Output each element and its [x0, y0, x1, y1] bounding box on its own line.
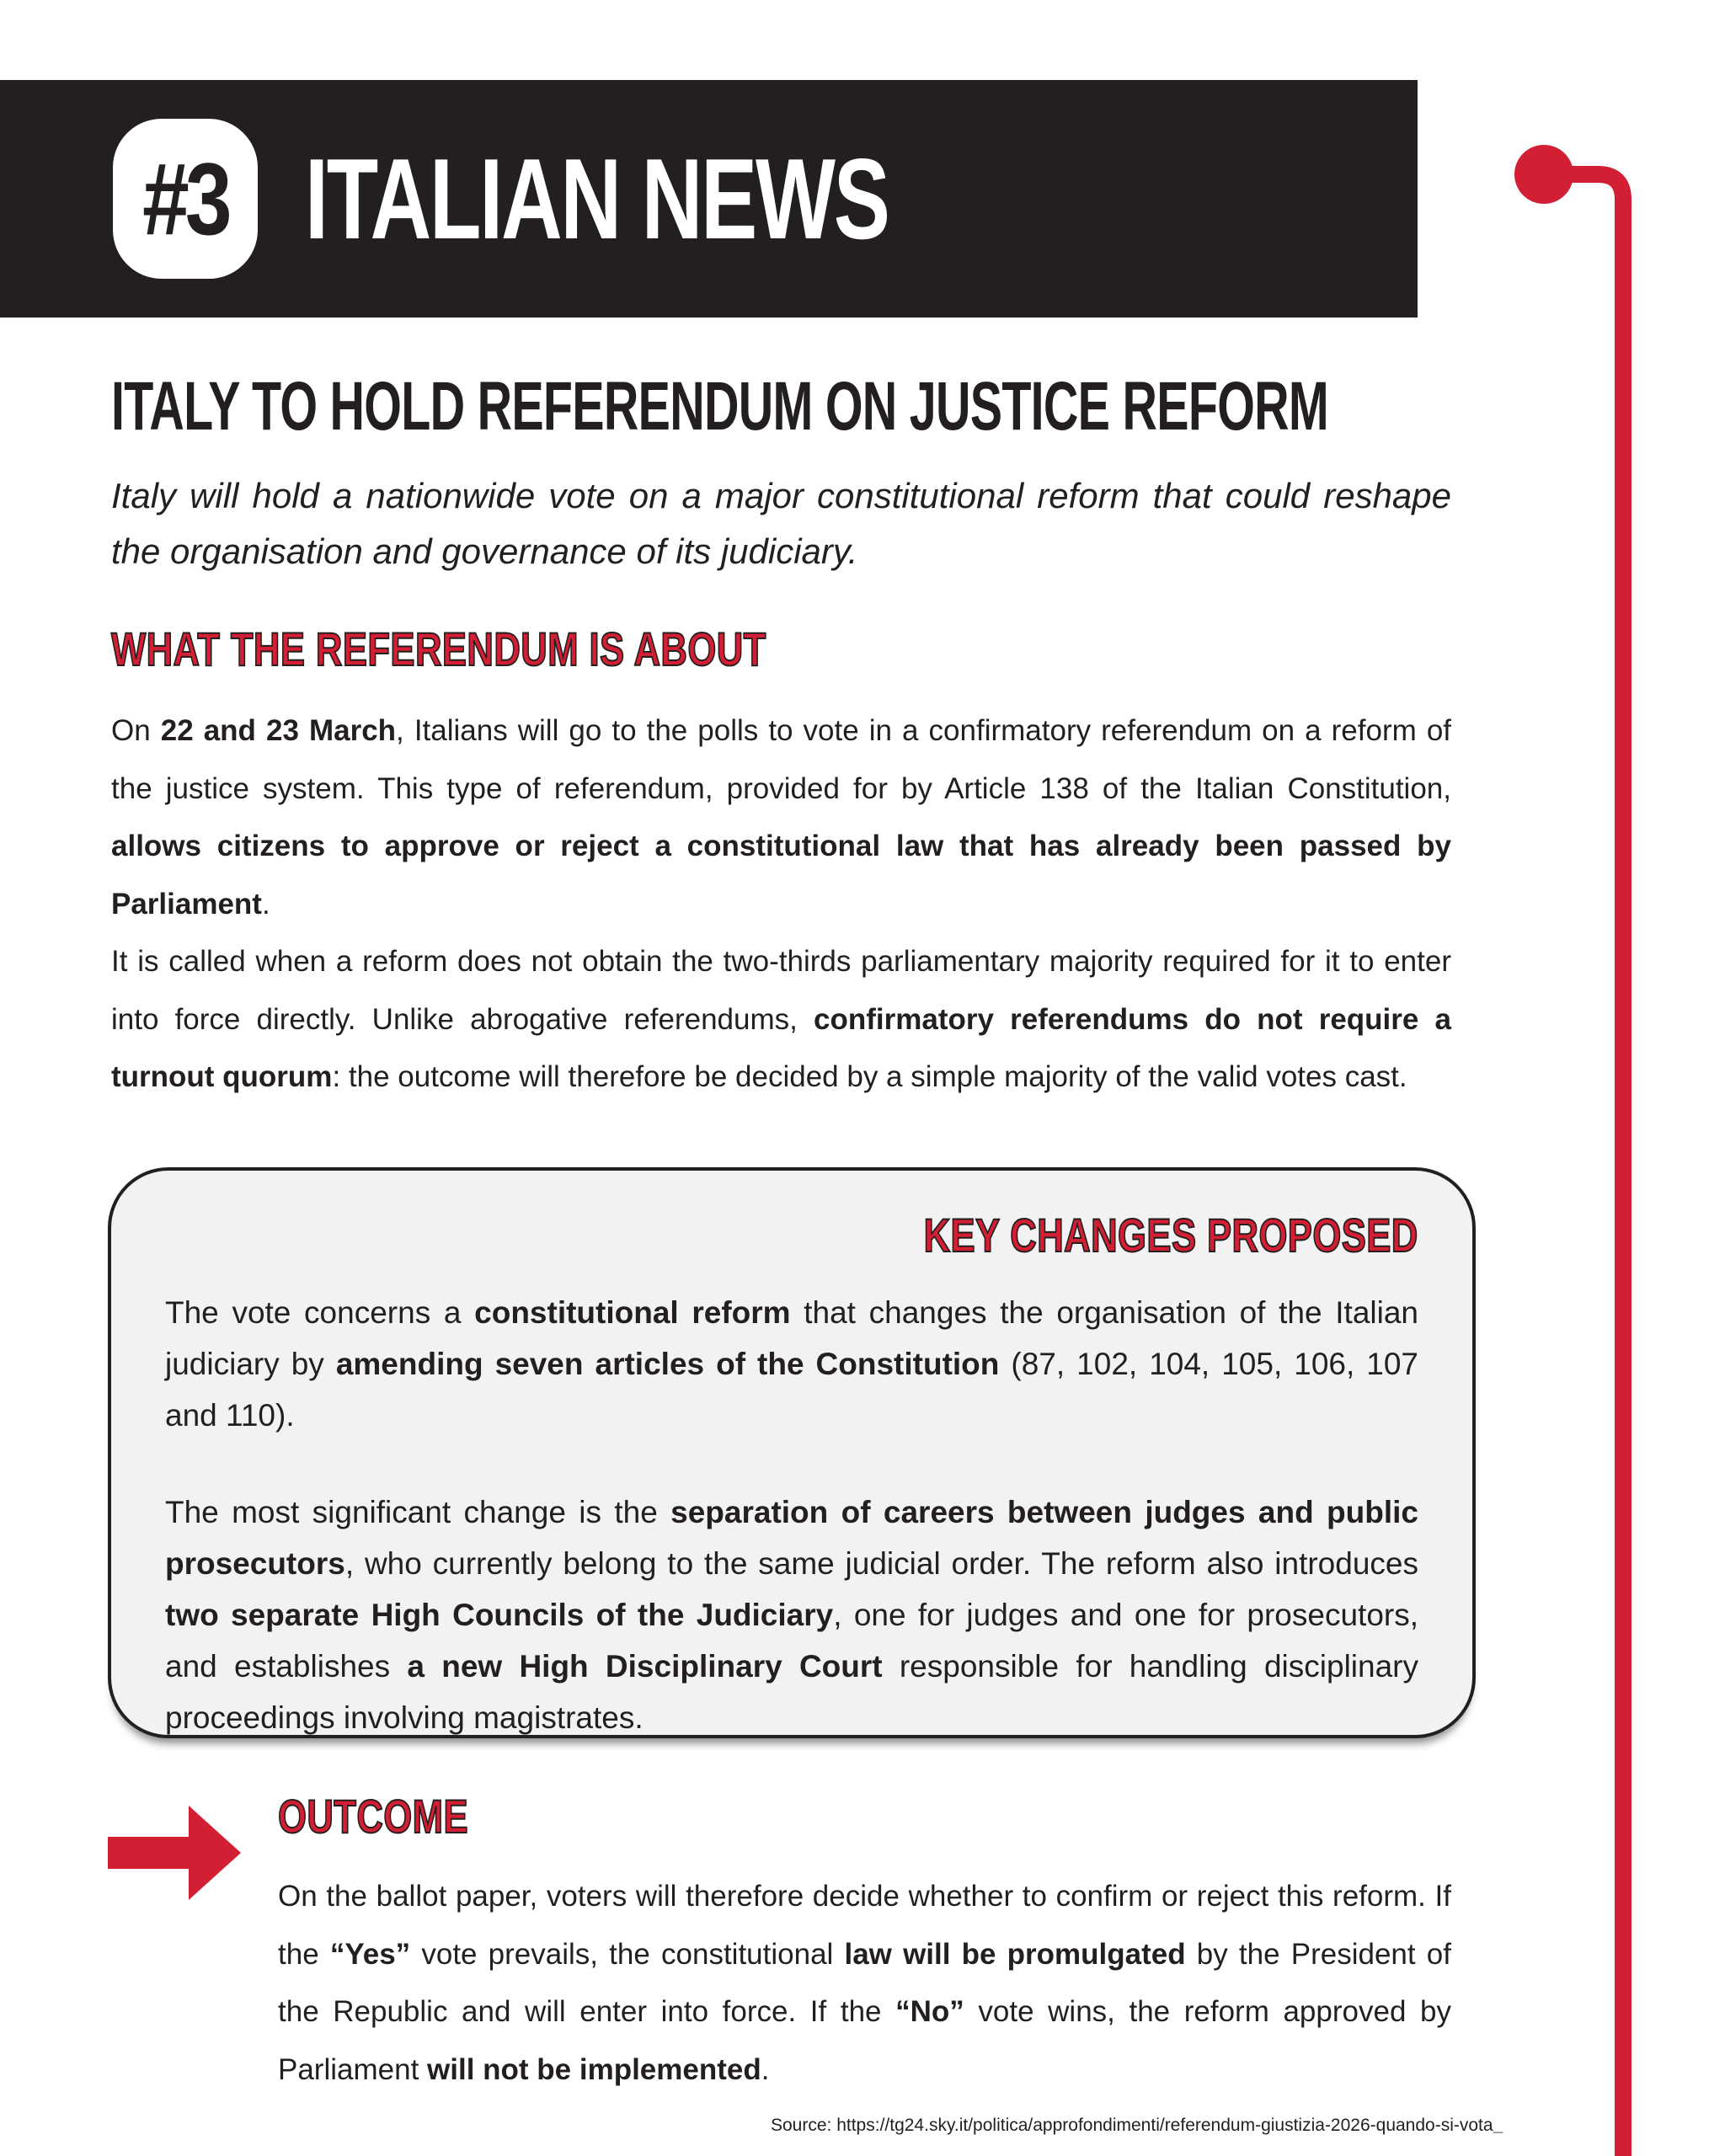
section-heading-about: WHAT THE REFERENDUM IS ABOUT: [111, 622, 766, 675]
key-changes-paragraph-1: The vote concerns a constitutional reform that changes the organisation of the Italian judiciary by amending seven articles of the Constitution (87, 102, 104, 105, 106, 107 and 110).: [165, 1294, 1419, 1433]
section-banner: [0, 80, 1418, 318]
outcome-section: [278, 1790, 1451, 2100]
article-headline: ITALY TO HOLD REFERENDUM ON JUSTICE REFORM: [111, 368, 1329, 445]
article-standfirst: Italy will hold a nationwide vote on a major constitutional reform that could reshape the organisation and governance of its judiciary.: [111, 476, 1451, 571]
source-footnote: [771, 2116, 1503, 2136]
source-cursor: _: [1493, 2116, 1503, 2135]
banner-title: ITALIAN NEWS: [305, 135, 889, 263]
red-connector-path: [1550, 174, 1623, 2156]
arrow-right-icon: [108, 1804, 243, 1902]
issue-number-badge: [113, 119, 258, 279]
about-paragraph-1: On 22 and 23 March, Italians will go to the polls to vote in a confirmatory referendum on a reform of the justice system. This type of referendum, provided for by Article 138 of the Italian Constitution, allows citizens to approve or reject a constitutional law that has already been passed by Parliament.: [111, 714, 1452, 921]
red-dot-icon: [1514, 145, 1573, 204]
key-changes-box: [108, 1167, 1476, 1738]
source-text: Source: https://tg24.sky.it/politica/approfondimenti/referendum-giustizia-2026-quando-si-vota: [771, 2116, 1493, 2135]
key-changes-paragraph-2: The most significant change is the separation of careers between judges and public prosecutors, who currently belong to the same judicial order. The reform also introduces two separate High Councils of the Judiciary, one for judges and one for prosecutors, and establishes a new High Disciplinary Court responsible for handling disciplinary proceedings involving magistrates.: [165, 1494, 1418, 1735]
about-paragraph-2: It is called when a reform does not obtain the two-thirds parliamentary majority required for it to enter into force directly. Unlike abrogative referendums, confirmatory referendums do not require a turnout quorum: the outcome will therefore be decided by a simple majority of the valid votes cast.: [111, 945, 1451, 1094]
issue-number: #3: [142, 141, 228, 256]
outcome-paragraph: On the ballot paper, voters will therefore decide whether to confirm or reject this reform. If the “Yes” vote prevails, the constitutional law will be promulgated by the President of the Republic and will enter into force. If the “No” vote wins, the reform approved by Parliament will not be implemented.: [278, 1879, 1451, 2087]
section-heading-outcome: OUTCOME: [278, 1790, 468, 1843]
section-heading-key-changes: KEY CHANGES PROPOSED: [923, 1209, 1418, 1262]
